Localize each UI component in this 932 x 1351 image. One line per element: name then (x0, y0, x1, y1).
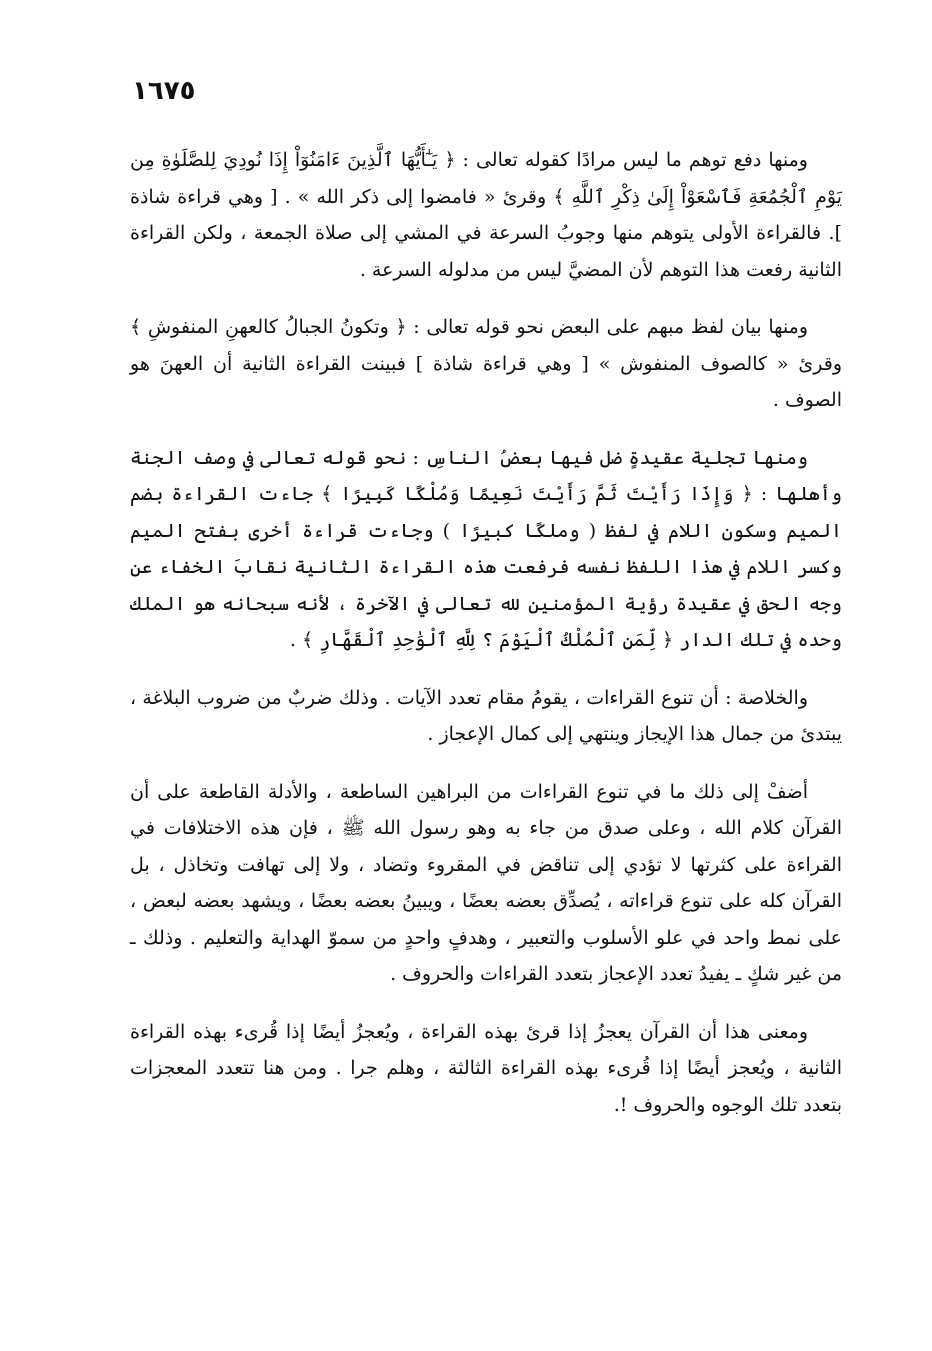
paragraph-5: أضفْ إلى ذلك ما في تنوع القراءات من البراهين الساطعة ، والأدلة القاطعة على أن القرآن كلام الله ، وعلى صدق من جاء به وهو رسول الله ﷺ ، فإن هذه الاختلافات في القراءة على كثرتها لا تؤدي إلى تناقض في المقروء وتضاد ، ولا إلى تهافت وتخاذل ، بل القرآن كله على تنوع قراءاته ، يُصدِّق بعضه بعضًا ، ويبينُ بعضه بعضًا ، ويشهد بعضه لبعض ، على نمط واحد في علو الأسلوب والتعبير ، وهدفٍ واحدٍ من سموّ الهداية والتعليم . وذلك ـ من غير شكٍ ـ يفيدُ تعدد الإعجاز بتعدد القراءات والحروف . (130, 780, 842, 985)
paragraph-6: ومعنى هذا أن القرآن يعجزُ إذا قرئ بهذه القراءة ، ويُعجزُ أيضًا إذا قُرىء بهذه القراءة الثانية ، ويُعجز أيضًا إذا قُرىء بهذه القراءة الثالثة ، وهلم جرا . ومن هنا تتعدد المعجزات بتعدد تلك الوجوه والحروف !. (130, 1020, 842, 1116)
page-number: ١٦٧٥ (132, 76, 196, 106)
paragraph-3: ومنها تجلية عقيدةٍ ضل فيها بعضُ الناسِ : نحو قوله تعالى في وصف الجنة وأهلها : ﴿ وَإِذَا رَأَيْتَ ثَمَّ رَأَيْتَ نَعِيمًا وَمُلْكًا كَبِيرًا ﴾ جاءت القراءة بضم الميم وسكون اللام في لفظ ( وملكًا كبيرًا ) وجاءت قراءة أخرى بفتح الميم وكسر اللام في هذا اللفظ نفسه فرفعت هذه القراءة الثانية نقابَ الخفاء عن وجه الحق في عقيدة رؤية المؤمنين لله تعالى في الآخرة ، لأنه سبحانه هو الملك وحده في تلك الدار ﴿ لِّمَنِ ٱلْمُلْكُ ٱلْيَوْمَ ؟ لِلَّهِ ٱلْوَٰحِدِ ٱلْقَهَّارِ ﴾ . (130, 446, 842, 651)
paragraph-2: ومنها بيان لفظ مبهم على البعض نحو قوله تعالى : ﴿ وتكونُ الجبالُ كالعهنِ المنفوشِ ﴾ وقرئ « كالصوف المنفوش » [ وهي قراءة شاذة ] فبينت القراءة الثانية أن العهنَ هو الصوف . (130, 316, 842, 411)
paragraph-1: ومنها دفع توهم ما ليس مرادًا كقوله تعالى : ﴿ يَـٰٓأَيُّهَا ٱلَّذِينَ ءَامَنُوٓاْ إِذَا نُودِيَ لِلصَّلَوٰةِ مِن يَوْمِ ٱلْجُمُعَةِ فَٱسْعَوْاْ إِلَىٰ ذِكْرِ ٱللَّهِ ﴾ وقرئ « فامضوا إلى ذكر الله » . [ وهي قراءة شاذة ]. فالقراءة الأولى يتوهم منها وجوبُ السرعة في المشي إلى صلاة الجمعة ، ولكن القراءة الثانية رفعت هذا التوهم لأن المضيَّ ليس من مدلوله السرعة . (130, 149, 842, 281)
body-text (130, 142, 842, 1144)
paragraph-4: والخلاصة : أن تنوع القراءات ، يقومُ مقام تعدد الآيات . وذلك ضربٌ من ضروب البلاغة ، يبتدئ من جمال هذا الإيجاز وينتهي إلى كمال الإعجاز . (130, 686, 842, 745)
